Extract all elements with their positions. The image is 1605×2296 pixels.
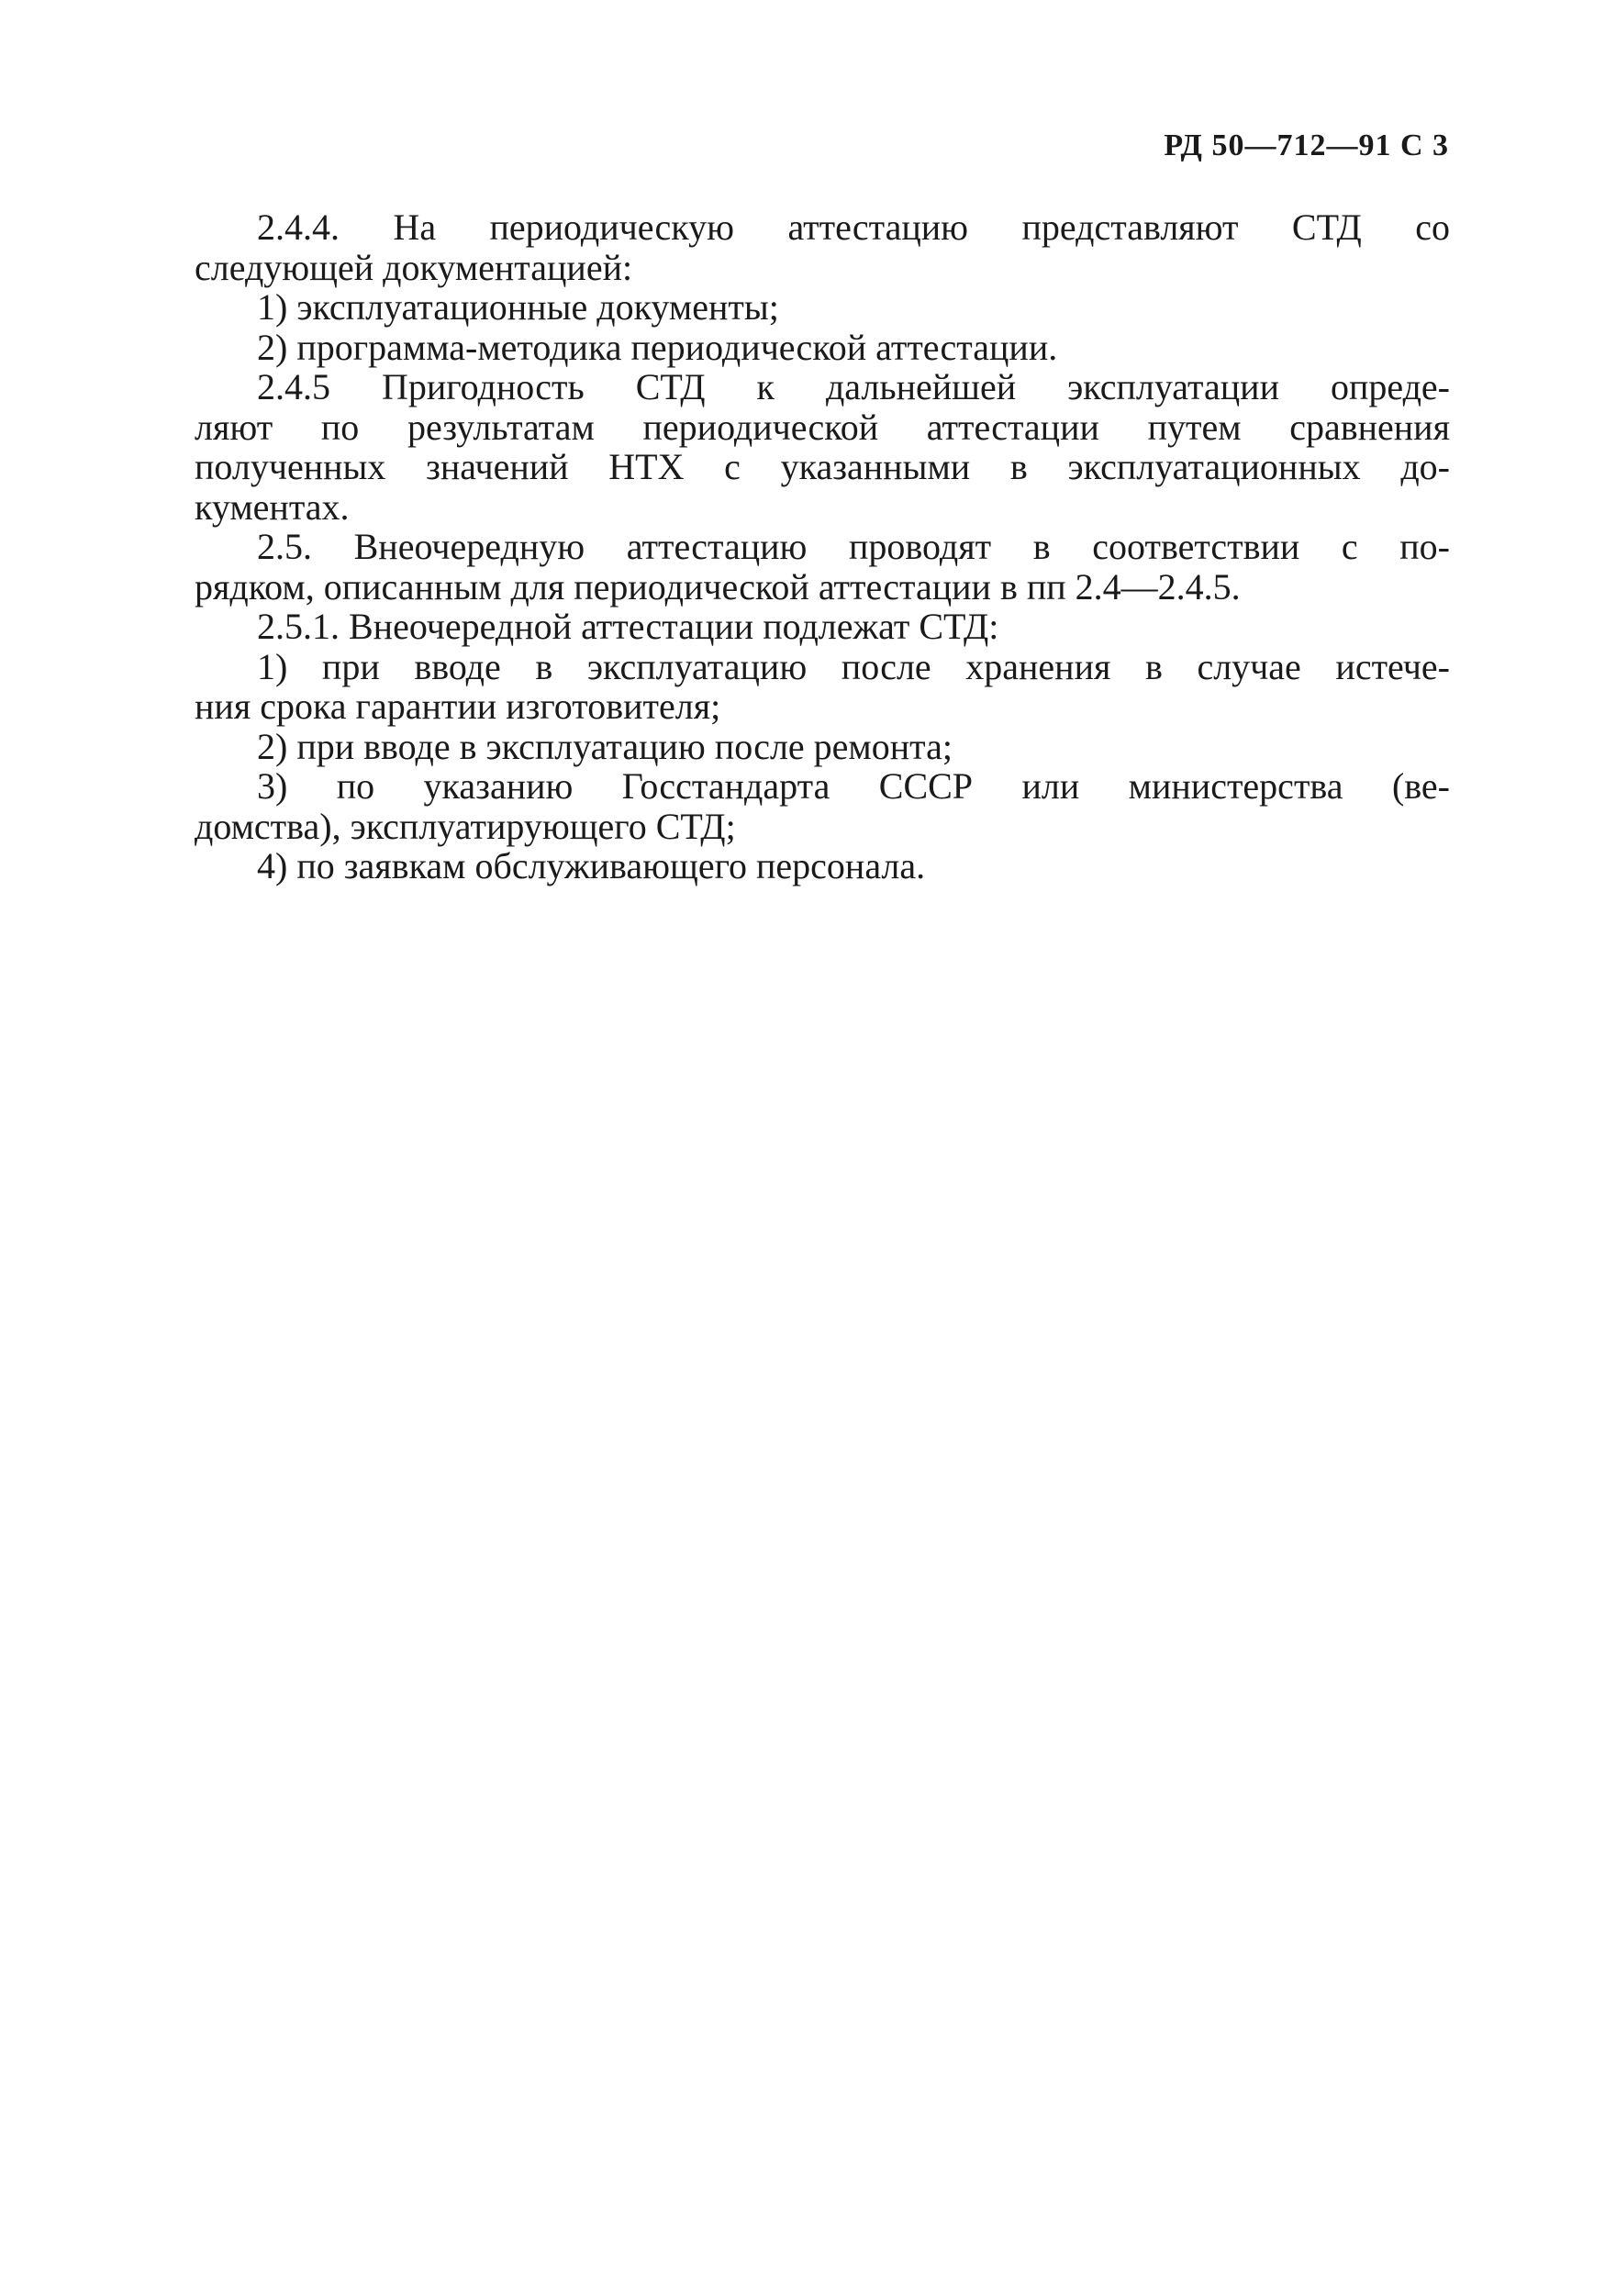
text-line: ляют по результатам периодической аттестации путем сравнения xyxy=(195,406,1450,448)
text-line: рядком, описанным для периодической аттестации в пп 2.4—2.4.5. xyxy=(195,565,1241,607)
text-line: 2) программа-методика периодической аттестации. xyxy=(257,326,1058,368)
text-line: 1) при вводе в эксплуатацию после хранения в случае истече- xyxy=(257,645,1450,687)
document-body xyxy=(195,206,1450,886)
text-line: домства), эксплуатирующего СТД; xyxy=(195,805,736,847)
text-line: 4) по заявкам обслуживающего персонала. xyxy=(257,845,926,886)
page-header-doc-code: РД 50—712—91 С 3 xyxy=(1164,128,1449,162)
text-line: ния срока гарантии изготовителя; xyxy=(195,685,721,727)
text-line: 2.4.5 Пригодность СТД к дальнейшей эксплуатации опреде- xyxy=(257,366,1450,407)
text-line: 3) по указанию Госстандарта СССР или министерства (ве- xyxy=(257,765,1450,807)
text-line: кументах. xyxy=(195,485,350,528)
text-line: полученных значений НТХ с указанными в эксплуатационных до- xyxy=(195,446,1450,487)
text-line: 1) эксплуатационные документы; xyxy=(257,286,779,328)
text-line: следующей документацией: xyxy=(195,246,633,288)
text-line: 2.5. Внеочередную аттестацию проводят в соответствии с по- xyxy=(257,526,1450,567)
text-line: 2.4.4. На периодическую аттестацию представляют СТД со xyxy=(257,206,1450,248)
text-line: 2.5.1. Внеочередной аттестации подлежат СТД: xyxy=(257,606,999,647)
text-line: 2) при вводе в эксплуатацию после ремонта; xyxy=(257,725,953,767)
